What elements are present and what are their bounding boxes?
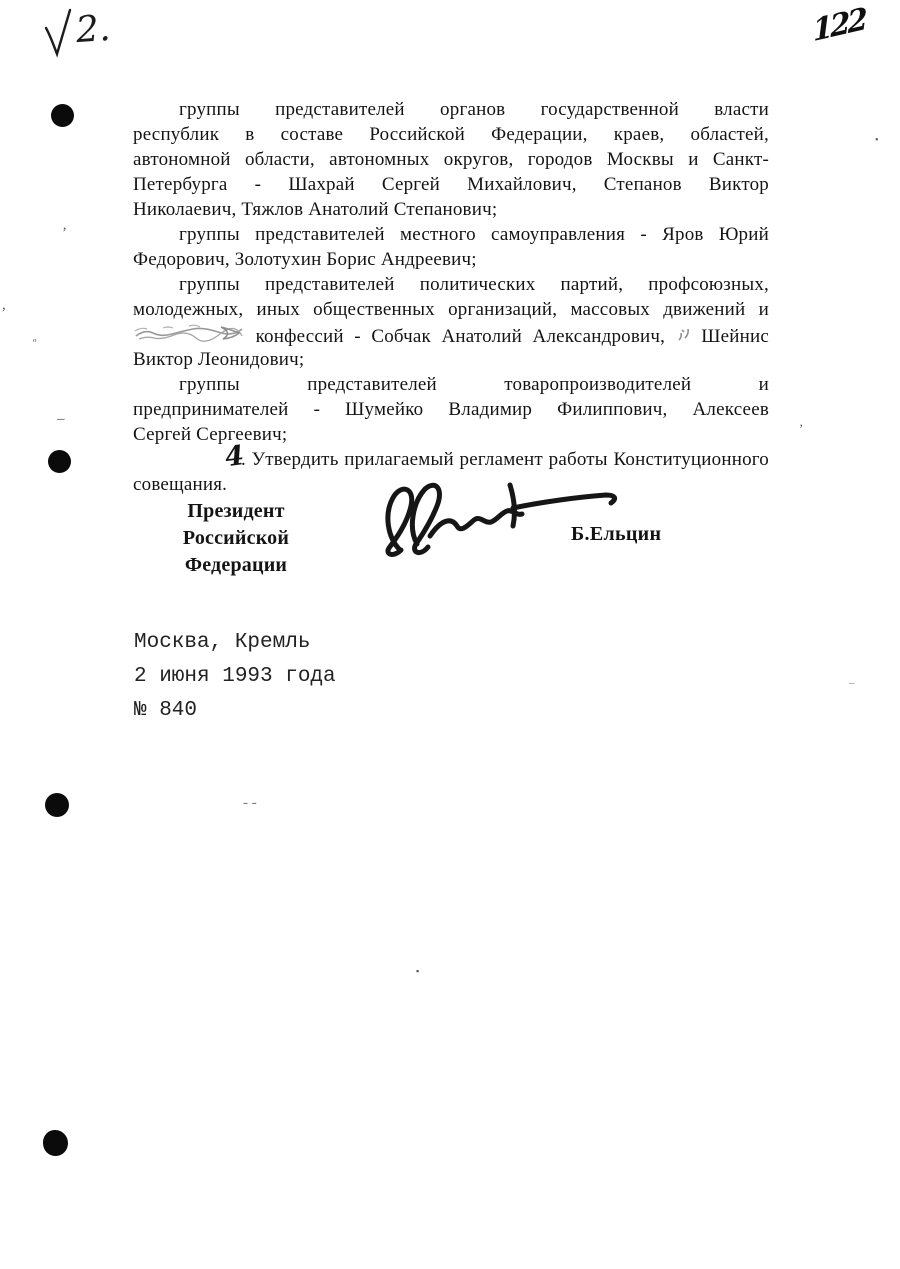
body-text: Сергей Сергеевич; (133, 424, 288, 445)
body-line (133, 247, 769, 272)
document-number: № 840 (134, 699, 198, 722)
ink-smudge-erased-text (133, 322, 245, 342)
scan-speck: ’ (799, 421, 804, 436)
handwritten-page-number: 122 (811, 1, 866, 50)
scan-speck: • (875, 135, 879, 146)
body-text: Виктор Леонидович; (133, 349, 305, 370)
body-line (133, 197, 769, 222)
punch-hole-dot (45, 793, 69, 817)
document-body (133, 97, 769, 497)
scan-speck: ’ (62, 225, 67, 241)
body-text: молодежных, иных общественных организаций, массовых движений и (133, 299, 769, 320)
issue-date: 2 июня 1993 года (134, 665, 336, 688)
body-line (133, 272, 769, 297)
scan-speck: º (33, 337, 37, 349)
signatory-title (130, 498, 342, 579)
place-date-number-block (134, 626, 336, 728)
body-text: конфессий - Собчак Анатолий Александрович, (255, 326, 666, 347)
ink-smudge-small (676, 324, 691, 342)
body-text: Федорович, Золотухин Борис Андреевич; (133, 249, 477, 270)
scan-speck: – (849, 677, 855, 689)
punch-hole-dot (48, 450, 71, 473)
body-text: Петербурга - Шахрай Сергей Михайлович, Степанов Виктор (133, 174, 769, 195)
signer-name: Б.Ельцин (571, 523, 662, 545)
body-text: республик в составе Российской Федерации, краев, областей, (133, 124, 769, 145)
body-text: Николаевич, Тяжлов Анатолий Степанович; (133, 199, 498, 220)
body-text: . Утвердить прилагаемый регламент работы Конституционного (241, 449, 769, 470)
handwritten-number: 2. (74, 7, 112, 52)
body-line (133, 172, 769, 197)
body-line (133, 122, 769, 147)
signatory-title-line2: Российской Федерации (182, 527, 290, 576)
body-line (133, 347, 769, 372)
handwritten-checkmark-note (42, 4, 110, 60)
body-line-with-smudge (133, 322, 769, 347)
body-line (133, 147, 769, 172)
punch-hole-dot (51, 104, 74, 127)
scan-speck: - - (243, 795, 257, 811)
scan-speck: , (2, 297, 6, 313)
body-text: группы представителей местного самоуправления - Яров Юрий (179, 224, 769, 245)
body-line (133, 222, 769, 247)
signatory-title-line1: Президент (187, 500, 285, 522)
body-line (133, 397, 769, 422)
body-text: предпринимателей - Шумейко Владимир Филиппович, Алексеев (133, 399, 769, 420)
handwritten-item-number: 4 (223, 440, 246, 474)
body-line (133, 297, 769, 322)
body-text: Шейнис (701, 326, 770, 347)
body-text: группы представителей товаропроизводителей и (179, 374, 769, 395)
body-text: совещания. (133, 474, 228, 495)
punch-hole-dot (43, 1130, 68, 1156)
scan-speck: ▪ (416, 966, 420, 976)
body-line (133, 97, 769, 122)
body-text: автономной области, автономных округов, городов Москвы и Санкт- (133, 149, 769, 170)
scan-speck: – (57, 411, 65, 427)
body-text: группы представителей органов государственной власти (179, 99, 769, 120)
issue-place: Москва, Кремль (134, 631, 311, 654)
body-line (133, 372, 769, 397)
body-text: группы представителей политических партий, профсоюзных, (179, 274, 769, 295)
body-line-point-4 (133, 440, 769, 474)
checkmark-icon (42, 4, 72, 60)
